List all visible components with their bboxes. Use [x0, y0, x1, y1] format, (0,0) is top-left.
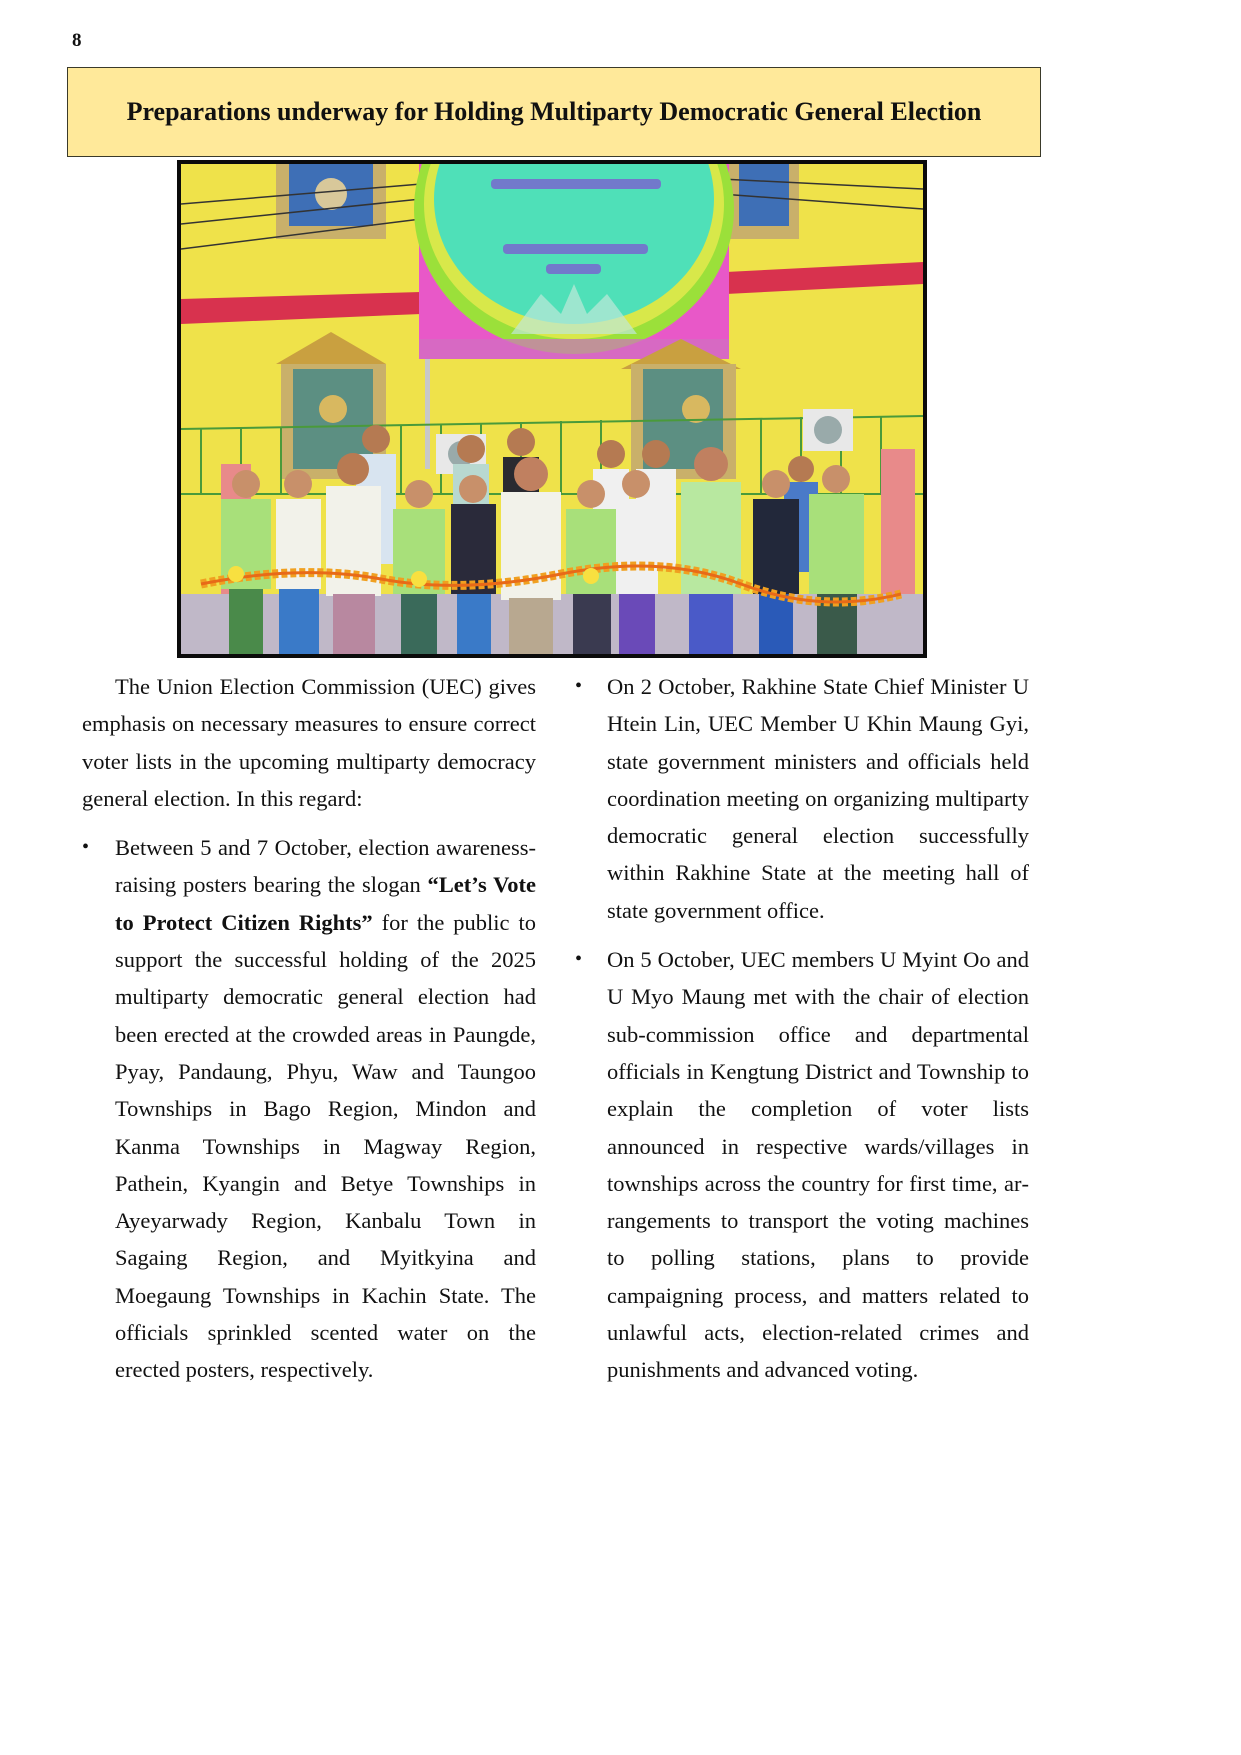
article-intro: The Union Election Commission (UEC) gives emphasis on necessary measures to ensure correct voter lists in the upcoming multiparty democracy general election. In this regard: — [82, 674, 536, 811]
bullet-icon: • — [575, 675, 583, 697]
bullet-item — [575, 668, 1029, 929]
headline-banner — [67, 67, 1041, 157]
bullet-list-left — [82, 829, 536, 1388]
news-photo — [177, 160, 927, 658]
bullet-text-after: for the public to support the successful holding of the 2025 multiparty democratic general election had been erected at the crowded areas in Paungde, Pyay, Pandaung, Phyu, Waw and Taungoo Townships in Bago Region, Mindon and Kanma Townships in Magway Region, Pathein, Kyangin and Betye Townships in Ayeyarwady Region, Kanbalu Town in Sagaing Region, and Myitkyina and Moegaung Townships in Kachin State. The officials sprinkled scented water on the erected posters, respectively. — [115, 909, 536, 1383]
bullet-item — [575, 941, 1029, 1389]
bullet-icon: • — [82, 836, 90, 859]
bullet-list-right — [575, 668, 1029, 1389]
slogan-text: “Let’s Vote to Protect Citizen Rights” — [115, 872, 536, 935]
bullet-item — [82, 829, 536, 1388]
headline-title: Preparations underway for Holding Multiparty Democratic General Election — [126, 97, 982, 126]
bullet-text: On 2 October, Rakhine State Chief Minister U Htein Lin, UEC Member U Khin Maung Gyi, state government ministers and officials held coordination meeting on organizing multiparty democratic general election successfully within Rakhine State at the meeting hall of state government office. — [607, 674, 1029, 923]
article-column-left — [82, 668, 536, 1401]
bullet-icon: • — [575, 948, 583, 971]
bullet-text-before: Between 5 and 7 October, election awareness-raising posters bearing the slogan — [115, 835, 536, 898]
photo-illustration — [181, 164, 923, 654]
article-column-right — [575, 668, 1029, 1401]
bullet-text: On 5 October, UEC members U Myint Oo and U Myo Maung met with the chair of election sub-commission office and departmental officials in Kengtung District and Township to explain the completion of voter lists announced in respective wards/villages in townships across the country for first time, arrangements to transport the voting machines to polling stations, plans to provide campaigning process, and matters related to unlawful acts, election-related crimes and punishments and advanced voting. — [607, 947, 1029, 1383]
page-number: 8 — [72, 30, 82, 51]
